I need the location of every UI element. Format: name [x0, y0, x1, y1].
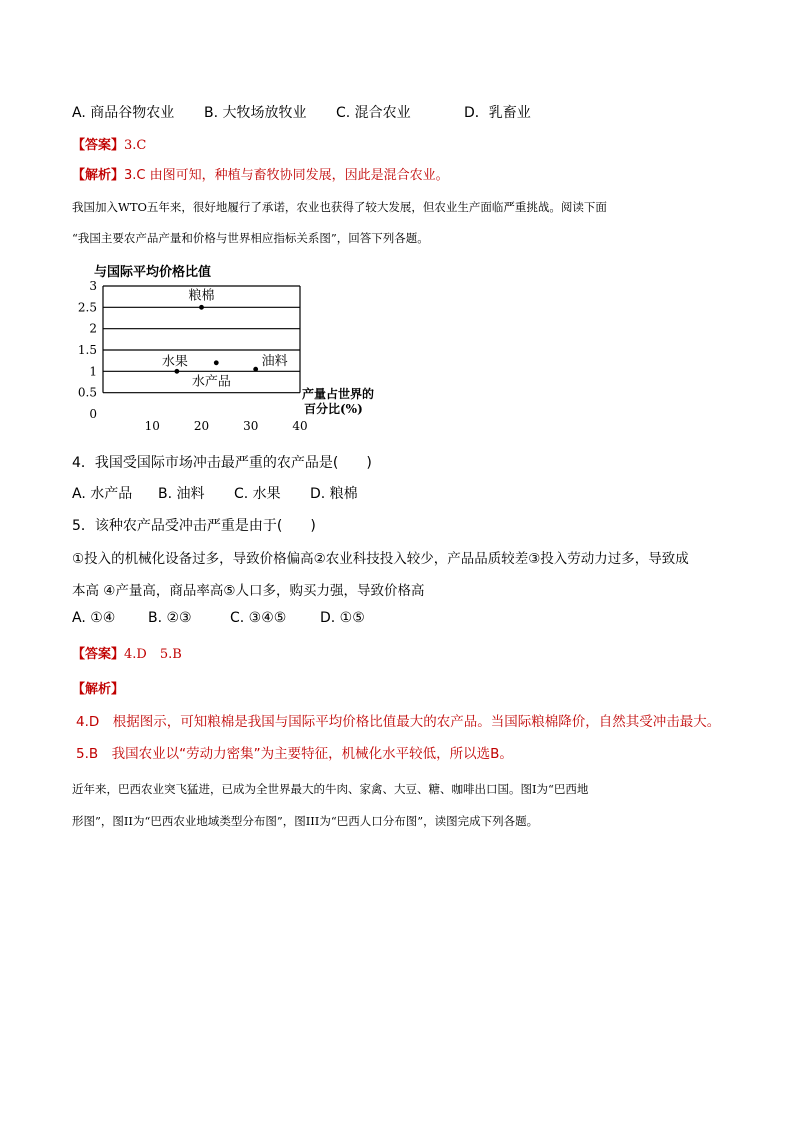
q3-option-d: D．乳畜业	[464, 105, 531, 121]
q5-option-d: D. ①⑤	[320, 610, 365, 626]
price-production-chart	[77, 258, 400, 436]
q5-option-b: B. ②③	[148, 610, 192, 626]
data-point	[253, 367, 258, 372]
q3-answer	[72, 134, 146, 153]
analysis-text: 3.C 由图可知，种植与畜牧协同发展，因此是混合农业。	[124, 168, 449, 183]
intro2-line1: 近年来，巴西农业突飞猛进，已成为全世界最大的牛肉、家禽、大豆、糖、咖啡出口国。图Ⅰ为“巴西地	[72, 782, 589, 796]
q4-option-d: D. 粮棉	[310, 486, 358, 502]
y-tick-label: 1	[89, 364, 97, 379]
y-tick-label: 0.5	[77, 385, 97, 400]
intro2-line2: 形图”，图ⅠⅠ为“巴西农业地域类型分布图”，图ⅠⅠⅠ为“巴西人口分布图”，读图完成下列各题。	[72, 814, 539, 828]
point-label: 水果	[161, 354, 188, 370]
x-tick-label: 30	[243, 419, 259, 433]
q4-option-a: A. 水产品	[72, 486, 133, 502]
y-tick-label: 2	[89, 321, 97, 336]
y-tick-label: 3	[89, 279, 97, 293]
intro1-line1: 我国加入WTO五年来，很好地履行了承诺，农业也获得了较大发展，但农业生产面临严重挑战。阅读下面	[72, 200, 607, 214]
answer-value: 3.C	[124, 138, 147, 153]
answers45-answer	[72, 643, 182, 662]
point-label: 粮棉	[188, 288, 215, 304]
q4-option-b: B. 油料	[158, 486, 205, 502]
y-tick-label: 2.5	[77, 300, 97, 315]
q3-option-b: B. 大牧场放牧业	[204, 105, 307, 121]
answer-label: 【答案】	[72, 138, 125, 153]
q5-options	[72, 610, 365, 626]
q4-stem: 4．我国受国际市场冲击最严重的农产品是( )	[72, 455, 372, 471]
x-tick-label: 10	[144, 419, 160, 433]
answer-value: 4.D 5.B	[124, 647, 182, 662]
q3-option-c: C. 混合农业	[336, 105, 411, 121]
y-tick-label: 1.5	[77, 343, 97, 357]
x-tick-label: 20	[193, 419, 210, 433]
point-label: 水产品	[191, 374, 231, 390]
data-point	[214, 360, 219, 365]
data-point	[199, 305, 204, 310]
q4-options	[72, 483, 358, 503]
chart-xlabel-line1: 产量占世界的	[302, 387, 375, 401]
q3-analysis	[72, 164, 449, 183]
chart-ylabel: 与国际平均价格比值	[94, 265, 212, 280]
analysis-label: 【解析】	[72, 168, 125, 183]
analysis-4: 4.D 根据图示，可知粮棉是我国与国际平均价格比值最大的农产品。当国际粮棉降价，自然其受冲击最大。	[76, 714, 721, 730]
q5-option-c: C. ③④⑤	[230, 610, 287, 626]
q3-options	[72, 102, 531, 122]
intro1-line2: “我国主要农产品产量和价格与世界相应指标关系图”，回答下列各题。	[72, 231, 429, 245]
x-tick-label: 40	[292, 419, 308, 433]
analysis-5: 5.B 我国农业以“劳动力密集”为主要特征，机械化水平较低，所以选B。	[76, 746, 513, 762]
chart-xlabel-line2: 百分比(%)	[304, 402, 363, 416]
q5-line2: 本高 ④产量高，商品率高⑤人口多，购买力强，导致价格高	[72, 583, 425, 599]
q3-option-a: A. 商品谷物农业	[72, 105, 175, 121]
q5-stem: 5．该种农产品受冲击严重是由于( )	[72, 518, 316, 534]
q5-option-a: A. ①④	[72, 610, 116, 626]
answers45-analysis-label	[72, 678, 124, 697]
analysis-label: 【解析】	[72, 682, 125, 697]
data-point	[174, 369, 179, 374]
point-label: 油料	[261, 354, 288, 370]
y-tick-label: 0	[89, 407, 97, 421]
answer-label: 【答案】	[72, 647, 125, 662]
q4-option-c: C. 水果	[234, 486, 281, 502]
q5-line1: ①投入的机械化设备过多，导致价格偏高②农业科技投入较少，产品品质较差③投入劳动力过多，导致成	[72, 551, 689, 567]
